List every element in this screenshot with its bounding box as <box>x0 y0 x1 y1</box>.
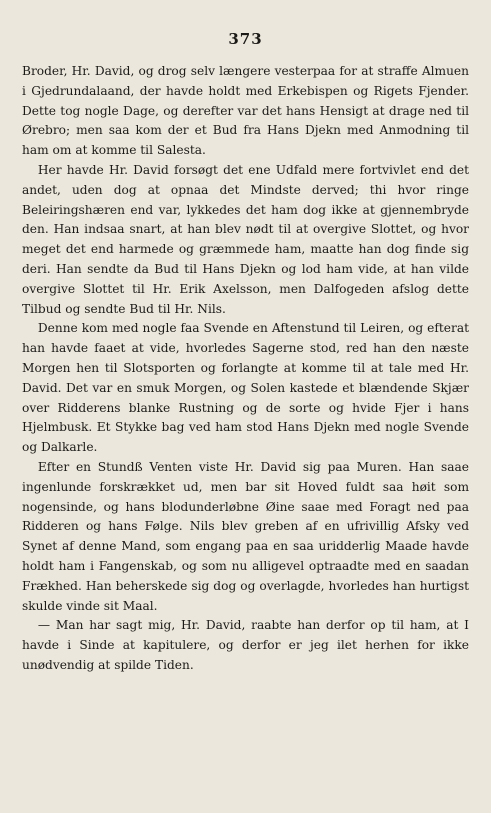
paragraph: Her havde Hr. David forsøgt det ene Udfald mere fortvivlet end det andet, uden dog at opnaa det Mindste derved; thi hvor ringe Beleiringshæren end var, lykkedes det ham dog ikke at gjennembryde den. Han indsaa snart, at han blev nødt til at overgive Slottet, og hvor meget det end harmede og græmmede ham, maatte han dog finde sig deri. Han sendte da Bud til Hans Djekn og lod ham vide, at han vilde overgive Slottet til Hr. Erik Axelsson, men Dalfogeden afslog dette Tilbud og sendte Bud til Hr. Nils. <box>22 162 469 316</box>
paragraph: Broder, Hr. David, og drog selv længere vesterpaa for at straffe Almuen i Gjedrundalaand, der havde holdt med Erkebispen og Rigets Fjender. Dette tog nogle Dage, og derefter var det hans Hensigt at drage ned til Ørebro; men saa kom der et Bud fra Hans Djekn med Anmodning til ham om at komme til Salesta. <box>22 64 469 158</box>
paragraph: — Man har sagt mig, Hr. David, raabte han derfor op til ham, at I havde i Sinde at kapitulere, og derfor er jeg ilet herhen for ikke unødvendig at spilde Tiden. <box>22 618 469 672</box>
paragraph: Efter en Stundß Venten viste Hr. David sig paa Muren. Han saae ingenlunde forskrækket ud, men bar sit Hoved fuldt saa høit som nogensinde, og hans blodunderløbne Øine saae med Foragt ned paa Ridderen og hans Følge. Nils blev greben af en ufrivillig Afsky ved Synet af denne Mand, som engang paa en saa uridderlig Maade havde holdt ham i Fangenskab, og som nu alligevel optraadte med en saadan Frækhed. Han beherskede sig dog og overlagde, hvorledes han hurtigst skulde vinde sit Maal. <box>22 459 469 613</box>
page-number: 373 <box>228 30 263 48</box>
text-body <box>22 62 469 676</box>
paragraph: Denne kom med nogle faa Svende en Aftenstund til Leiren, og efterat han havde faaet at vide, hvorledes Sagerne stod, red han den næste Morgen hen til Slotsporten og forlangte at komme til at tale med Hr. David. Det var en smuk Morgen, og Solen kastede et blændende Skjær over Ridderens blanke Rustning og de sorte og hvide Fjer i hans Hjelmbusk. Et Stykke bag ved ham stod Hans Djekn med nogle Svende og Dalkarle. <box>22 321 469 455</box>
